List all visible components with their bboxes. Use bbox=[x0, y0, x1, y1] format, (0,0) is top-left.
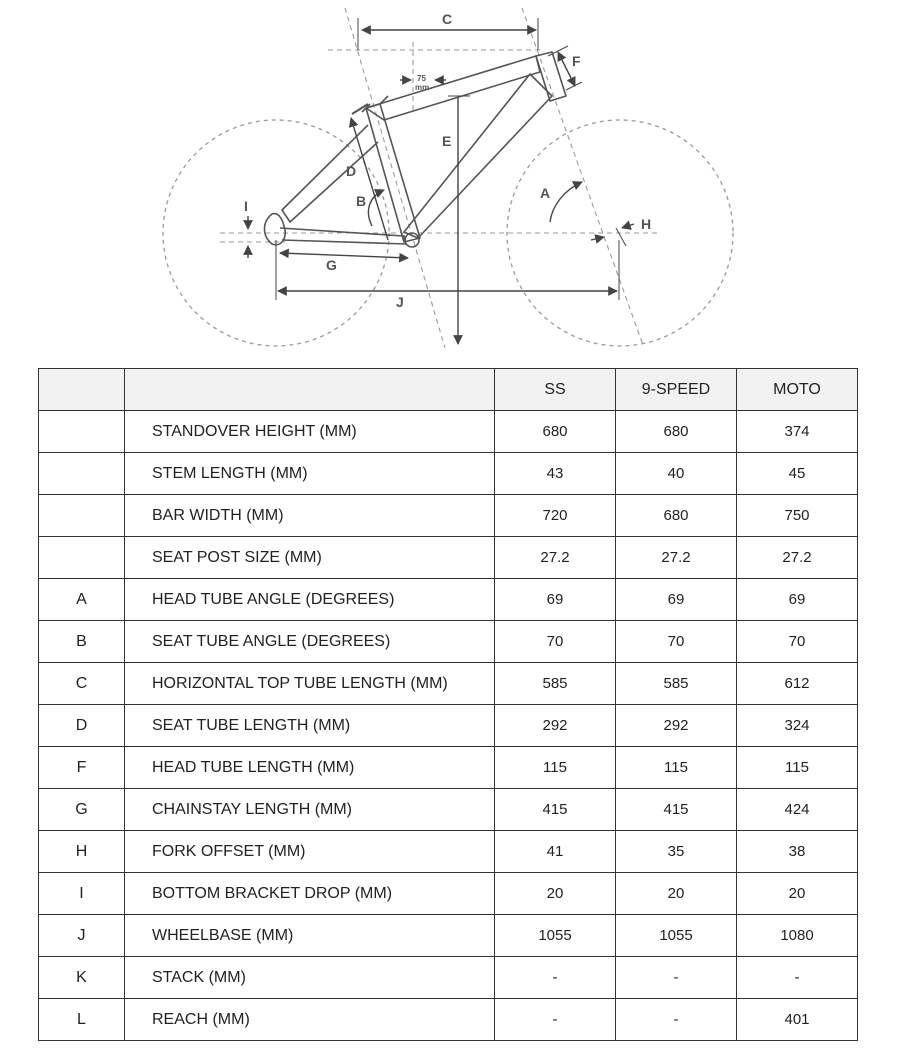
label-g: G bbox=[326, 257, 337, 273]
label-h: H bbox=[641, 216, 652, 232]
row-code: D bbox=[39, 705, 125, 747]
row-value-9-speed: - bbox=[616, 957, 737, 999]
row-label: HORIZONTAL TOP TUBE LENGTH (MM) bbox=[125, 663, 495, 705]
row-label: HEAD TUBE LENGTH (MM) bbox=[125, 747, 495, 789]
row-value-moto: 45 bbox=[737, 453, 858, 495]
row-value-ss: 680 bbox=[495, 411, 616, 453]
offset-value: 75 bbox=[417, 74, 426, 83]
header-ss: SS bbox=[495, 369, 616, 411]
row-code: H bbox=[39, 831, 125, 873]
table-header-row bbox=[39, 369, 858, 411]
label-i: I bbox=[244, 198, 248, 214]
bike-geometry-diagram bbox=[0, 0, 900, 360]
table-row bbox=[39, 411, 858, 453]
row-value-ss: - bbox=[495, 999, 616, 1041]
label-f: F bbox=[572, 53, 581, 69]
table-row bbox=[39, 999, 858, 1041]
row-label: STANDOVER HEIGHT (MM) bbox=[125, 411, 495, 453]
row-value-9-speed: - bbox=[616, 999, 737, 1041]
row-label: HEAD TUBE ANGLE (DEGREES) bbox=[125, 579, 495, 621]
row-code: F bbox=[39, 747, 125, 789]
row-value-9-speed: 680 bbox=[616, 411, 737, 453]
row-value-9-speed: 69 bbox=[616, 579, 737, 621]
row-code: C bbox=[39, 663, 125, 705]
row-label: BAR WIDTH (MM) bbox=[125, 495, 495, 537]
row-value-ss: 69 bbox=[495, 579, 616, 621]
table-row bbox=[39, 747, 858, 789]
row-value-ss: 27.2 bbox=[495, 537, 616, 579]
row-label: CHAINSTAY LENGTH (MM) bbox=[125, 789, 495, 831]
table-row bbox=[39, 705, 858, 747]
row-value-moto: 612 bbox=[737, 663, 858, 705]
table-row bbox=[39, 831, 858, 873]
header-code bbox=[39, 369, 125, 411]
row-value-9-speed: 115 bbox=[616, 747, 737, 789]
row-value-ss: 43 bbox=[495, 453, 616, 495]
row-value-9-speed: 415 bbox=[616, 789, 737, 831]
row-code: G bbox=[39, 789, 125, 831]
row-code: L bbox=[39, 999, 125, 1041]
table-row bbox=[39, 663, 858, 705]
row-value-moto: 750 bbox=[737, 495, 858, 537]
row-value-9-speed: 35 bbox=[616, 831, 737, 873]
row-value-ss: 585 bbox=[495, 663, 616, 705]
table-row bbox=[39, 915, 858, 957]
header-9-speed: 9-SPEED bbox=[616, 369, 737, 411]
row-value-ss: 20 bbox=[495, 873, 616, 915]
row-label: REACH (MM) bbox=[125, 999, 495, 1041]
row-value-9-speed: 40 bbox=[616, 453, 737, 495]
row-value-ss: - bbox=[495, 957, 616, 999]
offset-unit: mm bbox=[415, 83, 430, 92]
row-code bbox=[39, 411, 125, 453]
row-value-ss: 720 bbox=[495, 495, 616, 537]
row-value-moto: 70 bbox=[737, 621, 858, 663]
label-d: D bbox=[346, 163, 357, 179]
row-value-moto: 69 bbox=[737, 579, 858, 621]
label-a: A bbox=[540, 185, 551, 201]
row-code: I bbox=[39, 873, 125, 915]
row-value-9-speed: 680 bbox=[616, 495, 737, 537]
header-label bbox=[125, 369, 495, 411]
row-code bbox=[39, 537, 125, 579]
row-value-moto: 27.2 bbox=[737, 537, 858, 579]
table-row bbox=[39, 495, 858, 537]
row-label: WHEELBASE (MM) bbox=[125, 915, 495, 957]
label-e: E bbox=[442, 133, 452, 149]
bike-frame bbox=[265, 52, 567, 247]
row-value-moto: 20 bbox=[737, 873, 858, 915]
row-value-ss: 292 bbox=[495, 705, 616, 747]
row-value-moto: 374 bbox=[737, 411, 858, 453]
row-value-9-speed: 292 bbox=[616, 705, 737, 747]
table-row bbox=[39, 579, 858, 621]
row-value-ss: 115 bbox=[495, 747, 616, 789]
table-row bbox=[39, 789, 858, 831]
row-value-moto: 424 bbox=[737, 789, 858, 831]
row-code: B bbox=[39, 621, 125, 663]
row-code: K bbox=[39, 957, 125, 999]
label-c: C bbox=[442, 11, 453, 27]
table-row bbox=[39, 957, 858, 999]
row-value-ss: 1055 bbox=[495, 915, 616, 957]
row-value-ss: 415 bbox=[495, 789, 616, 831]
header-moto: MOTO bbox=[737, 369, 858, 411]
table-row bbox=[39, 453, 858, 495]
row-value-9-speed: 1055 bbox=[616, 915, 737, 957]
row-value-moto: - bbox=[737, 957, 858, 999]
row-value-9-speed: 70 bbox=[616, 621, 737, 663]
geometry-table bbox=[38, 368, 858, 1041]
row-value-moto: 401 bbox=[737, 999, 858, 1041]
row-value-moto: 324 bbox=[737, 705, 858, 747]
row-label: SEAT TUBE ANGLE (DEGREES) bbox=[125, 621, 495, 663]
row-value-ss: 41 bbox=[495, 831, 616, 873]
row-value-moto: 38 bbox=[737, 831, 858, 873]
row-value-9-speed: 20 bbox=[616, 873, 737, 915]
construction-lines bbox=[220, 8, 660, 348]
table-row bbox=[39, 537, 858, 579]
row-value-ss: 70 bbox=[495, 621, 616, 663]
row-value-9-speed: 27.2 bbox=[616, 537, 737, 579]
row-label: STACK (MM) bbox=[125, 957, 495, 999]
row-label: SEAT TUBE LENGTH (MM) bbox=[125, 705, 495, 747]
row-value-moto: 1080 bbox=[737, 915, 858, 957]
table-body bbox=[39, 411, 858, 1041]
table-row bbox=[39, 621, 858, 663]
row-value-9-speed: 585 bbox=[616, 663, 737, 705]
label-b: B bbox=[356, 193, 367, 209]
row-label: FORK OFFSET (MM) bbox=[125, 831, 495, 873]
row-label: STEM LENGTH (MM) bbox=[125, 453, 495, 495]
row-code: A bbox=[39, 579, 125, 621]
row-code: J bbox=[39, 915, 125, 957]
row-label: BOTTOM BRACKET DROP (MM) bbox=[125, 873, 495, 915]
table-row bbox=[39, 873, 858, 915]
row-label: SEAT POST SIZE (MM) bbox=[125, 537, 495, 579]
row-value-moto: 115 bbox=[737, 747, 858, 789]
row-code bbox=[39, 495, 125, 537]
label-j: J bbox=[396, 294, 404, 310]
row-code bbox=[39, 453, 125, 495]
